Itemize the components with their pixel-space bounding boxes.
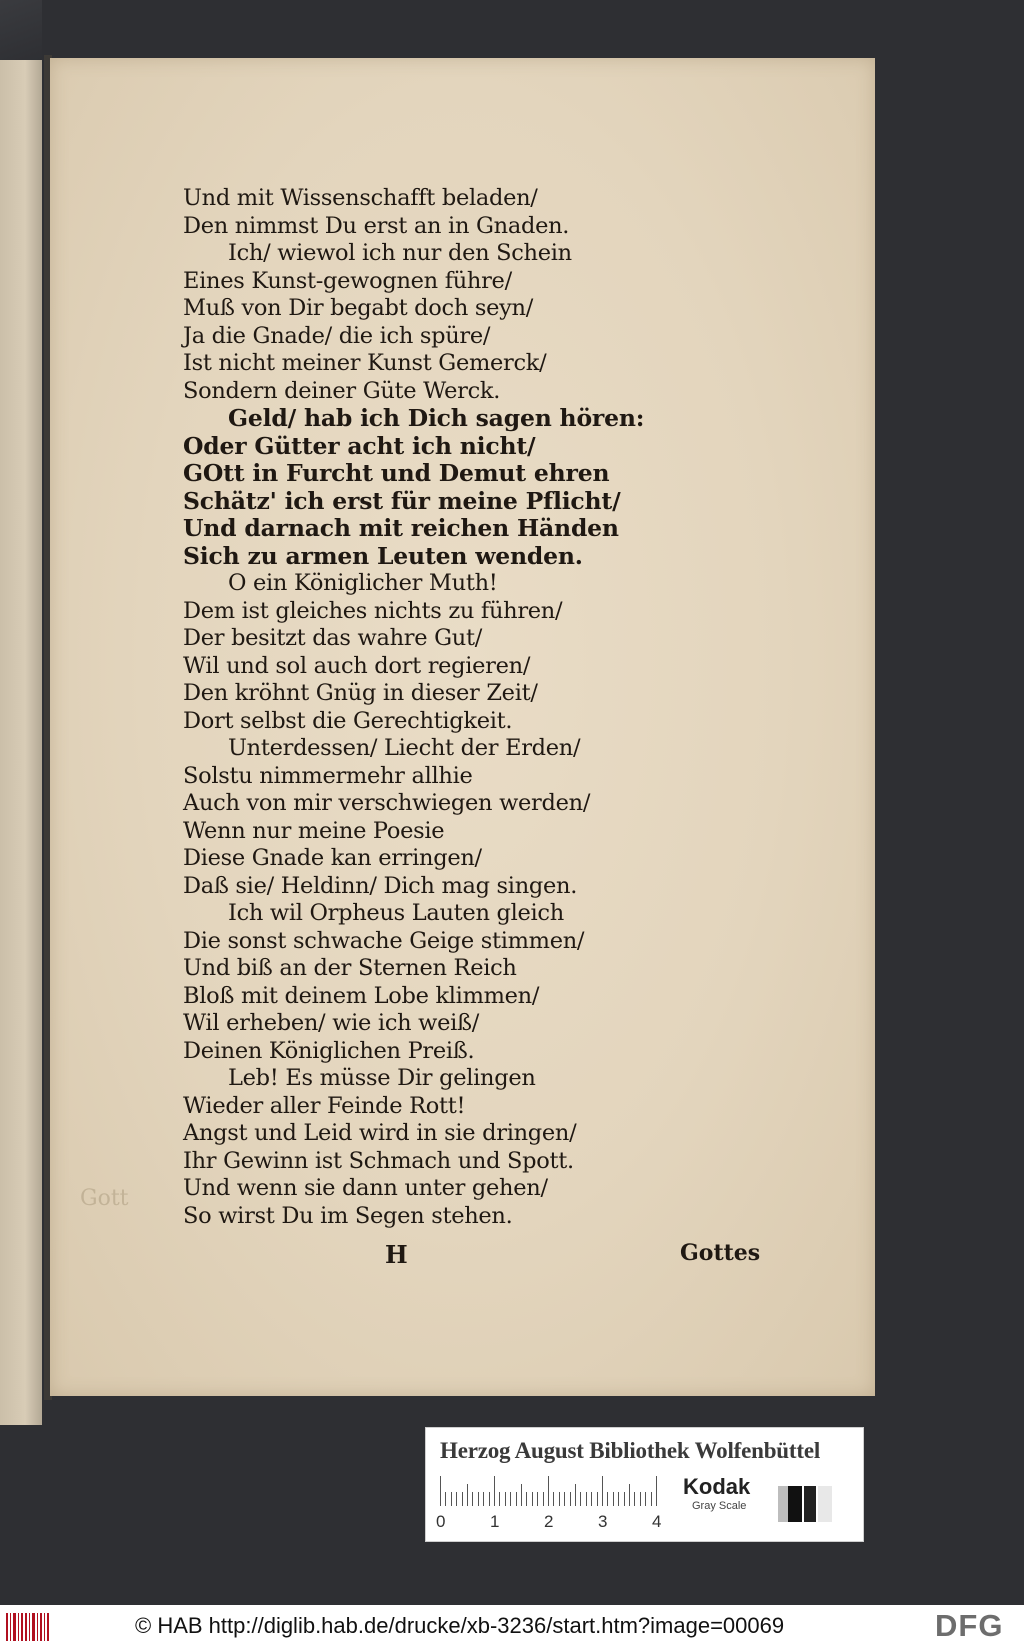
poem-line: Oder Gütter acht ich nicht/ [183, 431, 536, 460]
poem-line: Ihr Gewinn ist Schmach und Spott. [183, 1147, 574, 1174]
ruler-tick [607, 1492, 608, 1506]
ruler-tick [543, 1492, 544, 1506]
poem-line: Deinen Königlichen Preiß. [183, 1037, 475, 1064]
black-swatch [788, 1486, 802, 1522]
barcode-stripe [25, 1613, 27, 1641]
color-calibration-card [425, 1427, 864, 1542]
ruler-tick [553, 1492, 554, 1506]
barcode-stripe [18, 1613, 19, 1641]
poem-line: Eines Kunst-gewognen führe/ [183, 267, 512, 294]
poem-line: Schätz' ich erst für meine Pflicht/ [183, 486, 621, 515]
poem-line: Geld/ hab ich Dich sagen hören: [228, 404, 645, 432]
ruler-tick [532, 1492, 533, 1506]
poem-line: Angst und Leid wird in sie dringen/ [183, 1120, 577, 1146]
ruler-tick [445, 1492, 446, 1506]
ruler-tick [472, 1492, 473, 1506]
barcode-stripe [6, 1613, 8, 1641]
scan-corner [0, 0, 42, 60]
barcode-stripe [44, 1613, 45, 1641]
barcode-stripe [37, 1613, 38, 1641]
ruler-tick [510, 1492, 511, 1506]
measurement-ruler [440, 1476, 662, 1506]
ruler-tick [456, 1492, 457, 1506]
ruler-tick [634, 1492, 635, 1506]
ruler-tick [651, 1492, 652, 1506]
ruler-tick [451, 1492, 452, 1506]
ruler-tick [559, 1492, 560, 1506]
poem-line: GOtt in Furcht und Demut ehren [183, 459, 610, 487]
poem-text [183, 185, 703, 1230]
poem-line: Wenn nur meine Poesie [183, 817, 445, 844]
ruler-tick [564, 1492, 565, 1506]
ruler-tick [516, 1492, 517, 1506]
dark-swatch [804, 1486, 816, 1522]
ruler-tick [570, 1492, 571, 1506]
poem-line: Ich/ wiewol ich nur den Schein [228, 240, 572, 266]
poem-line: Unterdessen/ Liecht der Erden/ [228, 735, 581, 761]
ruler-tick [586, 1492, 587, 1506]
library-name: Herzog August Bibliothek Wolfenbüttel [440, 1438, 821, 1463]
previous-page-edge [0, 55, 42, 1425]
ruler-tick [629, 1484, 630, 1506]
poem-line: Sich zu armen Leuten wenden. [183, 541, 583, 570]
poem-line: Diese Gnade kan erringen/ [183, 845, 482, 871]
ruler-tick [489, 1492, 490, 1506]
poem-line: Auch von mir verschwiegen werden/ [183, 790, 591, 816]
signature-mark: H [385, 1240, 408, 1269]
ruler-label: 2 [544, 1512, 554, 1531]
poem-line: Und wenn sie dann unter gehen/ [183, 1175, 548, 1201]
grayscale-label: Gray Scale [692, 1500, 747, 1512]
poem-line: Sondern deiner Güte Werck. [183, 377, 501, 404]
ruler-tick [613, 1492, 614, 1506]
poem-line: Daß sie/ Heldinn/ Dich mag singen. [183, 872, 578, 899]
catchword: Gottes [680, 1240, 761, 1266]
ruler-tick [483, 1492, 484, 1506]
ruler-tick [440, 1476, 441, 1506]
ruler-tick [467, 1484, 468, 1506]
ruler-tick [505, 1492, 506, 1506]
ruler-label: 3 [598, 1512, 608, 1531]
bleed-through-text: Gott [80, 1186, 129, 1211]
poem-line: Den nimmst Du erst an in Gnaden. [183, 212, 570, 239]
ruler-tick [656, 1476, 657, 1506]
barcode-stripe [13, 1613, 16, 1641]
barcode-stripe [32, 1613, 35, 1641]
poem-line: Dem ist gleiches nichts zu führen/ [183, 597, 563, 624]
barcode-icon [6, 1613, 46, 1641]
ruler-labels [436, 1512, 680, 1534]
poem-line: Und mit Wissenschafft beladen/ [183, 185, 538, 211]
ruler-tick [478, 1492, 479, 1506]
kodak-logo: Kodak [683, 1474, 751, 1499]
poem-line: Und biß an der Sternen Reich [183, 955, 517, 981]
ruler-tick [580, 1492, 581, 1506]
ruler-tick [494, 1476, 495, 1506]
ruler-tick [624, 1492, 625, 1506]
poem-line: Bloß mit deinem Lobe klimmen/ [183, 982, 540, 1009]
barcode-stripe [47, 1613, 49, 1641]
poem-line: Ich wil Orpheus Lauten gleich [228, 900, 564, 926]
ruler-tick [526, 1492, 527, 1506]
poem-line: Ja die Gnade/ die ich spüre/ [183, 322, 491, 349]
poem-line: Der besitzt das wahre Gut/ [183, 625, 483, 651]
poem-line: Dort selbst die Gerechtigkeit. [183, 707, 513, 734]
ruler-tick [499, 1492, 500, 1506]
ruler-tick [462, 1492, 463, 1506]
poem-line: Die sonst schwache Geige stimmen/ [183, 927, 585, 954]
ruler-label: 1 [490, 1512, 500, 1531]
dfg-logo: DFG [935, 1608, 1004, 1643]
ruler-label: 4 [652, 1512, 662, 1531]
ruler-tick [597, 1492, 598, 1506]
ruler-tick [548, 1476, 549, 1506]
ruler-tick [640, 1492, 641, 1506]
ruler-tick [591, 1492, 592, 1506]
ruler-tick [618, 1492, 619, 1506]
white-swatch [818, 1486, 832, 1522]
barcode-stripe [40, 1613, 42, 1641]
ruler-label: 0 [436, 1512, 446, 1531]
ruler-tick [521, 1484, 522, 1506]
poem-line: Wil erheben/ wie ich weiß/ [183, 1010, 480, 1036]
poem-line: Wieder aller Feinde Rott! [183, 1092, 466, 1119]
poem-line: Wil und sol auch dort regieren/ [183, 652, 531, 679]
poem-line: Solstu nimmermehr allhie [183, 762, 473, 789]
ruler-tick [575, 1484, 576, 1506]
poem-line: Den kröhnt Gnüg in dieser Zeit/ [183, 680, 538, 706]
poem-line: Ist nicht meiner Kunst Gemerck/ [183, 350, 547, 376]
barcode-stripe [21, 1613, 23, 1641]
poem-line: Und darnach mit reichen Händen [183, 514, 619, 542]
barcode-stripe [29, 1613, 30, 1641]
ruler-tick [602, 1476, 603, 1506]
source-credit[interactable]: © HAB http://diglib.hab.de/drucke/xb-3236/start.htm?image=00069 [135, 1613, 785, 1638]
gray-swatch-light [778, 1486, 788, 1522]
footer-bar [0, 1605, 1024, 1647]
poem-line: So wirst Du im Segen stehen. [183, 1202, 513, 1229]
poem-line: Muß von Dir begabt doch seyn/ [183, 295, 534, 321]
poem-line: Leb! Es müsse Dir gelingen [228, 1065, 536, 1091]
ruler-tick [537, 1492, 538, 1506]
barcode-stripe [10, 1613, 11, 1641]
ruler-tick [645, 1492, 646, 1506]
poem-line: O ein Königlicher Muth! [228, 570, 498, 596]
